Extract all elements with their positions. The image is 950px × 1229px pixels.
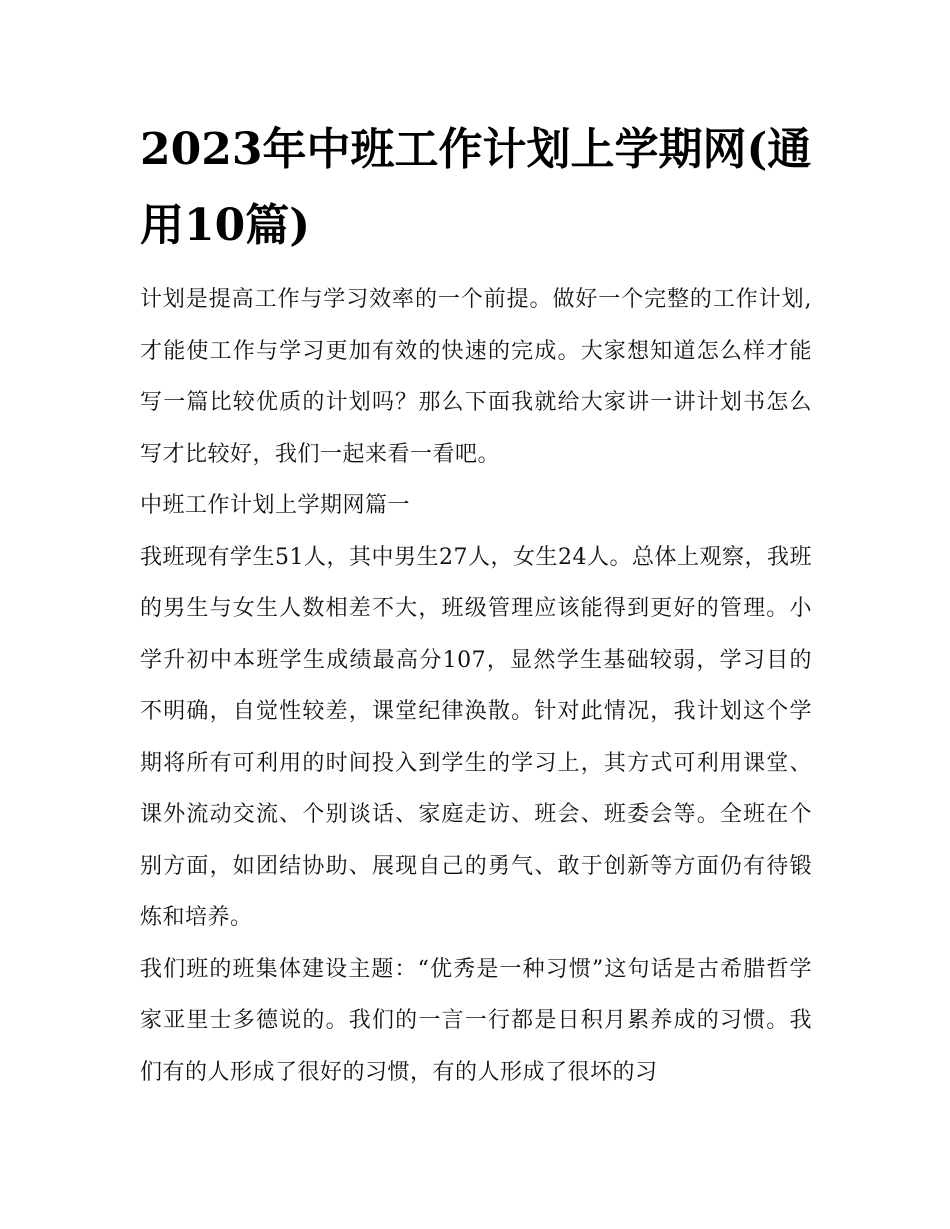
document-page bbox=[140, 112, 812, 1098]
body-paragraph-1: 我班现有学生51人，其中男生27人，女生24人。总体上观察，我班的男生与女生人数相差不大，班级管理应该能得到更好的管理。小学升初中本班学生成绩最高分107，显然学生基础较弱，学习目的不明确，自觉性较差，课堂纪律涣散。针对此情况，我计划这个学期将所有可利用的时间投入到学生的学习上，其方式可利用课堂、课外流动交流、个别谈话、家庭走访、班会、班委会等。全班在个别方面，如团结协助、展现自己的勇气、敢于创新等方面仍有待锻炼和培养。 bbox=[140, 544, 812, 930]
body-paragraph-2: 我们班的班集体建设主题：“优秀是一种习惯”这句话是古希腊哲学家亚里士多德说的。我们的一言一行都是日积月累养成的习惯。我们有的人形成了很好的习惯，有的人形成了很坏的习 bbox=[140, 956, 812, 1085]
document-body bbox=[140, 274, 812, 1098]
document-title: 2023年中班工作计划上学期网(通用10篇) bbox=[140, 124, 812, 251]
intro-paragraph: 计划是提高工作与学习效率的一个前提。做好一个完整的工作计划,才能使工作与学习更加有效的快速的完成。大家想知道怎么样才能写一篇比较优质的计划吗？那么下面我就给大家讲一讲计划书怎么写才比较好，我们一起来看一看吧。 bbox=[140, 287, 812, 467]
section-heading: 中班工作计划上学期网篇一 bbox=[140, 493, 411, 518]
